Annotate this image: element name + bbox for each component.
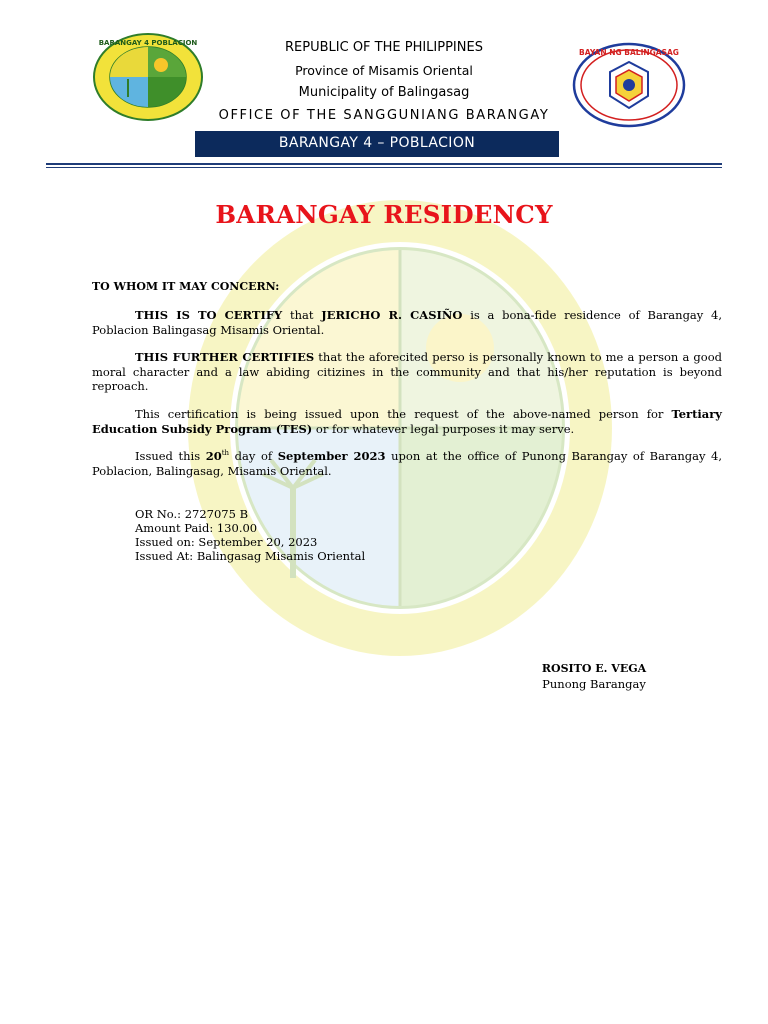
left-seal-text: BARANGAY 4 POBLACION <box>98 39 198 47</box>
document-title: BARANGAY RESIDENCY <box>215 200 553 229</box>
header-divider <box>46 163 722 165</box>
certify-text-b: is a bona-fide residence of Barangay 4, Poblacion Balingasag Misamis Oriental. <box>92 308 722 337</box>
barangay-banner: BARANGAY 4 – POBLACION <box>195 131 559 157</box>
issued-text-c: upon at the office of Punong Barangay of Barangay 4, Poblacion, Balingasag, Misamis Oriental. <box>92 449 723 478</box>
issued-text-b: day of <box>229 449 278 463</box>
issue-month-year: September 2023 <box>277 449 386 463</box>
purpose-text-b: or for whatever legal purposes it may serve. <box>312 421 575 436</box>
municipality-heading: Municipality of Balingasag <box>298 85 470 100</box>
issued-paragraph <box>92 449 722 478</box>
header-divider-thin <box>46 167 722 168</box>
further-certify-lead: THIS FURTHER CERTIFIES <box>135 350 315 364</box>
or-number: OR No.: 2727075 B <box>135 507 249 521</box>
issue-day-suffix: th <box>221 449 230 458</box>
salutation: TO WHOM IT MAY CONCERN: <box>92 280 280 293</box>
certify-paragraph <box>92 308 722 337</box>
right-seal-text: BAYAN NG BALINGASAG <box>579 48 679 57</box>
issued-at: Issued At: Balingasag Misamis Oriental <box>135 549 366 563</box>
resident-name: JERICHO R. CASIÑO <box>321 308 463 322</box>
program-name: Tertiary Education Subsidy Program (TES) <box>92 407 722 436</box>
issued-on: Issued on: September 20, 2023 <box>135 535 318 549</box>
purpose-paragraph <box>92 407 722 436</box>
certify-text-a: that <box>282 308 322 322</box>
issue-day: 20 <box>205 449 222 463</box>
amount-paid: Amount Paid: 130.00 <box>135 521 258 535</box>
province-heading: Province of Misamis Oriental <box>295 63 473 78</box>
signatory-title: Punong Barangay <box>542 677 646 691</box>
purpose-text-a: This certification is being issued upon the request of the above-named person for <box>135 407 672 421</box>
office-heading: OFFICE OF THE SANGGUNIANG BARANGAY <box>218 108 550 123</box>
issued-text-a: Issued this <box>135 449 206 463</box>
further-certify-text: that the aforecited perso is personally known to me a person a good moral character and a law abiding citizines in the community and that his/her reputation is beyond reproach. <box>92 350 723 393</box>
signatory-name: ROSITO E. VEGA <box>541 662 647 675</box>
further-certify-paragraph <box>92 350 722 394</box>
republic-heading: REPUBLIC OF THE PHILIPPINES <box>285 40 483 55</box>
certify-lead: THIS IS TO CERTIFY <box>135 308 283 322</box>
